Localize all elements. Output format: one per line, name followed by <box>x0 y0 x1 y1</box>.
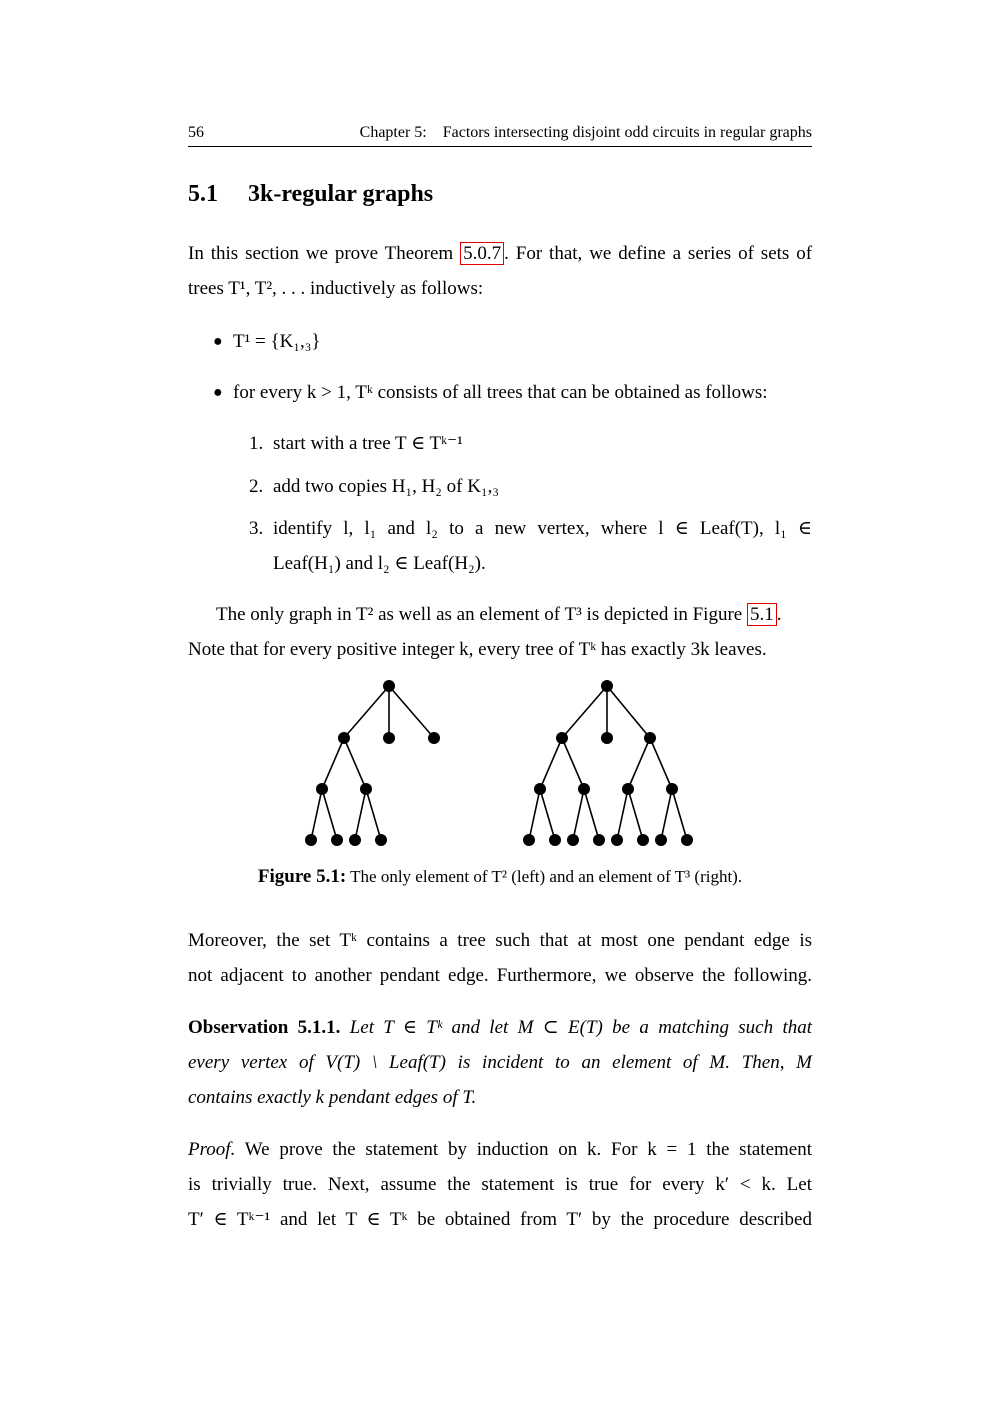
tree-edge <box>540 789 555 840</box>
tree-edge <box>389 686 434 738</box>
tree-edge <box>311 789 322 840</box>
running-header <box>188 124 812 147</box>
tree-leaf-vertex <box>349 834 361 846</box>
tree-edge <box>344 686 389 738</box>
tree-leaf-vertex <box>523 834 535 846</box>
figure-intro-line-2: Note that for every positive integer k, every tree of Tᵏ has exactly 3k leaves. <box>188 639 767 660</box>
step-text: identify l, l₁ and l₂ to a new vertex, where l ∈ Leaf(T), l₁ ∈ <box>273 518 812 539</box>
figure-reference-link[interactable]: 5.1 <box>747 603 777 626</box>
tree-vertex <box>556 732 568 744</box>
tree-vertex <box>666 783 678 795</box>
tree-leaf-vertex <box>611 834 623 846</box>
figure-intro-paragraph <box>188 597 812 667</box>
tree-edge <box>573 789 584 840</box>
proof-text-3: T′ ∈ Tᵏ⁻¹ and let T ∈ Tᵏ be obtained from T′ by the procedure described <box>188 1209 812 1230</box>
observation-block <box>188 1010 812 1115</box>
tree-leaf-vertex <box>375 834 387 846</box>
tree-edge <box>562 686 607 738</box>
tree-edge <box>617 789 628 840</box>
tree-leaf-vertex <box>601 732 613 744</box>
intro-line-2: trees T¹, T², . . . inductively as follows: <box>188 278 484 299</box>
tree-leaf-vertex <box>428 732 440 744</box>
page-number: 56 <box>188 124 204 141</box>
figure-label: Figure 5.1: <box>257 866 347 887</box>
tree-edge <box>529 789 540 840</box>
moreover-line-1: Moreover, the set Tᵏ contains a tree such that at most one pendant edge is <box>188 930 812 951</box>
proof-label: Proof. <box>188 1139 236 1160</box>
tree-leaf-vertex <box>305 834 317 846</box>
tree-vertex <box>601 680 613 692</box>
observation-text-1: Let T ∈ Tᵏ and let M ⊂ E(T) be a matching such that <box>349 1017 812 1038</box>
tree-edge <box>650 738 672 789</box>
step-number: 3. <box>249 518 264 539</box>
step-text: add two copies H₁, H₂ of K₁,₃ <box>273 476 499 497</box>
bullet-text: for every k > 1, Tᵏ consists of all trees that can be obtained as follows: <box>233 382 768 403</box>
step-text-continued: Leaf(H₁) and l₂ ∈ Leaf(H₂). <box>273 553 486 574</box>
intro-paragraph <box>188 236 812 306</box>
tree-leaf-vertex <box>593 834 605 846</box>
step-number: 2. <box>249 476 264 497</box>
tree-edge <box>628 738 650 789</box>
tree-leaf-vertex <box>681 834 693 846</box>
tree-vertex <box>534 783 546 795</box>
figure-caption <box>188 866 812 888</box>
tree-vertex <box>644 732 656 744</box>
observation-text-2: every vertex of V(T) \ Leaf(T) is incident to an element of M. Then, M <box>188 1052 812 1073</box>
tree-edge <box>584 789 599 840</box>
tree-edge <box>366 789 381 840</box>
tree-edge <box>344 738 366 789</box>
observation-label: Observation 5.1.1. <box>188 1017 341 1038</box>
moreover-line-2: not adjacent to another pendant edge. Furthermore, we observe the following. <box>188 965 812 986</box>
tree-edge <box>322 789 337 840</box>
proof-text-2: is trivially true. Next, assume the statement is true for every k′ < k. Let <box>188 1174 812 1195</box>
tree-leaf-vertex <box>331 834 343 846</box>
step-number: 1. <box>249 433 264 454</box>
tree-vertex <box>360 783 372 795</box>
intro-text-a: In this section we prove Theorem <box>188 243 454 264</box>
section-title: 3k-regular graphs <box>248 181 434 207</box>
right-tree <box>523 680 693 846</box>
tree-leaf-vertex <box>567 834 579 846</box>
tree-edge <box>661 789 672 840</box>
moreover-paragraph <box>188 923 812 993</box>
tree-edge <box>628 789 643 840</box>
observation-text-3: contains exactly k pendant edges of T. <box>188 1087 477 1108</box>
tree-leaf-vertex <box>549 834 561 846</box>
tree-edge <box>672 789 687 840</box>
figure-intro-period: . <box>776 604 782 625</box>
bullet-icon: ● <box>213 333 223 350</box>
tree-edge <box>607 686 650 738</box>
bullet-icon: ● <box>213 384 223 401</box>
tree-edge <box>540 738 562 789</box>
tree-edge <box>322 738 344 789</box>
tree-edge <box>562 738 584 789</box>
figure-5-1 <box>300 676 700 852</box>
tree-leaf-vertex <box>383 732 395 744</box>
tree-vertex <box>578 783 590 795</box>
section-heading <box>188 181 433 208</box>
tree-vertex <box>338 732 350 744</box>
figure-intro-text-a: The only graph in T² as well as an element of T³ is depicted in Figure <box>216 604 743 625</box>
tree-edge <box>355 789 366 840</box>
tree-vertex <box>316 783 328 795</box>
theorem-reference-link[interactable]: 5.0.7 <box>460 242 504 265</box>
proof-text-1: We prove the statement by induction on k. For k = 1 the statement <box>244 1139 812 1160</box>
tree-leaf-vertex <box>637 834 649 846</box>
tree-leaf-vertex <box>655 834 667 846</box>
step-text: start with a tree T ∈ Tᵏ⁻¹ <box>273 433 463 454</box>
section-number: 5.1 <box>188 181 218 207</box>
left-tree <box>305 680 440 846</box>
figure-caption-text: The only element of T² (left) and an element of T³ (right). <box>350 867 743 886</box>
chapter-title: Chapter 5: Factors intersecting disjoint odd circuits in regular graphs <box>359 124 812 141</box>
tree-vertex <box>383 680 395 692</box>
tree-vertex <box>622 783 634 795</box>
intro-text-b: . For that, we define a series of sets of <box>504 243 813 264</box>
proof-block <box>188 1132 812 1237</box>
bullet-text: T¹ = {K₁,₃} <box>233 331 321 352</box>
